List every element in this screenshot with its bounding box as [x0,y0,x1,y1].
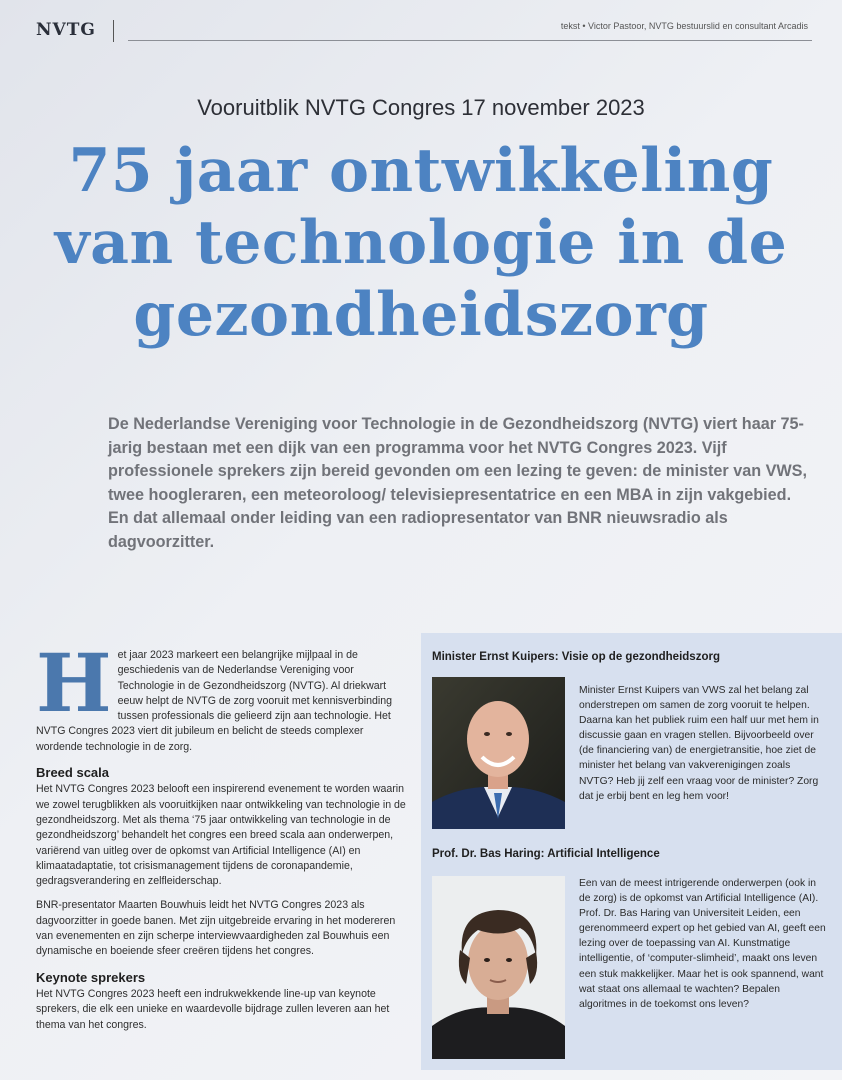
opening-paragraph-text: et jaar 2023 markeert een belangrijke mijlpaal in de geschiedenis van de Nederlandse Vereniging voor Technologie in de Gezondheidszorg (NVTG). Al driekwart eeuw helpt de NVTG de zorg vooruit met kennisverbinding tussen professionals die gelieerd zijn aan technologie. Het NVTG Congres 2023 viert dit jubileum en belicht de steeds complexer wordende technologie in de zorg. [36,649,393,753]
speaker2-photo [432,876,565,1059]
article-headline: 75 jaar ontwikkeling van technologie in de gezondheidszorg [54,136,788,350]
paragraph-breed-scala: Het NVTG Congres 2023 belooft een inspirerend evenement te worden waarin we zowel terugblikken als vooruitkijken naar ontwikkeling van technologie in de gezondheidszorg. Met als thema ‘75 jaar ontwikkeling van technologie in de gezondheidszorg’ behandelt het congres een breed scala aan onderwerpen, variërend van uitleg over de opkomst van Artificial Intelligence (AI) en klimaatadaptatie, tot crisismanagement tijdens de coronapandemie, gedragsverandering en zelfleiderschap. [36,783,406,888]
author-credit: tekst • Victor Pastoor, NVTG bestuurslid en consultant Arcadis [560,21,808,31]
article-intro: De Nederlandse Vereniging voor Technologie in de Gezondheidszorg (NVTG) viert haar 75-jarig bestaan met een dijk van een programma voor het NVTG Congres 2023. Vijf professionele sprekers zijn bereid gevonden om een lezing te geven: de minister van VWS, twee hoogleraren, een meteoroloog/ televisiepresentatrice en een MBA in zijn vakgebied. En dat allemaal onder leiding van een radiopresentator van BNR nieuwsradio als dagvoorzitter. [108,415,807,551]
speaker1-title: Minister Ernst Kuipers: Visie op de gezondheidszorg [432,651,720,663]
speaker2-text: Een van de meest intrigerende onderwerpen (ook in de zorg) is de opkomst van Artificial Intelligence (AI). Prof. Dr. Bas Haring van Universiteit Leiden, een gerenommeerd expert op het gebied van AI, geeft een lezing over de toepassing van AI. Kunstmatige intelligentie, of ‘computer-slimheid’, maakt ons leven een stuk makkelijker. Maar het is ook spannend, want wat staat ons allemaal te wachten? Bepalen algoritmes in de toekomst ons leven? [579,878,826,1010]
paragraph-dagvoorzitter: BNR-presentator Maarten Bouwhuis leidt het NVTG Congres 2023 als dagvoorzitter in goede banen. Met zijn uitgebreide ervaring in het modereren van evenementen en zijn scherpe interviewvaardigheden zal Bouwhuis een dynamische en boeiende sfeer creëren tijdens het congres. [36,899,396,958]
magazine-brand: NVTG [36,20,96,40]
brand-separator [113,20,114,42]
paragraph-keynote: Het NVTG Congres 2023 heeft een indrukwekkende line-up van keynote sprekers, die elk een unieke en waardevolle bijdrage zullen leveren aan het thema van het congres. [36,987,390,1031]
subhead-breed-scala: Breed scala [36,765,109,781]
speaker1-text: Minister Ernst Kuipers van VWS zal het belang zal onderstrepen om samen de zorg vooruit te helpen. Daarna kan het publiek ruim een half uur met hem in discussie gaan en vragen stellen. Bijvoorbeeld over (de financiering van) de energietransitie, hoe ziet de minister het belang van vakverenigingen zoals NVTG? Heb jij zelf een vraag voor de minister? Zorg dat je erbij bent en leg hem voor! [579,685,819,802]
subhead-keynote: Keynote sprekers [36,969,146,985]
article-body [36,636,411,1042]
article-kicker: Vooruitblik NVTG Congres 17 november 2023 [197,95,645,120]
drop-cap: H [36,636,112,730]
speaker1-photo [432,677,565,829]
opening-paragraph [36,636,411,755]
speaker2-title: Prof. Dr. Bas Haring: Artificial Intelligence [432,848,660,860]
header-rule [128,40,812,41]
speaker-sidebar [421,633,842,1070]
